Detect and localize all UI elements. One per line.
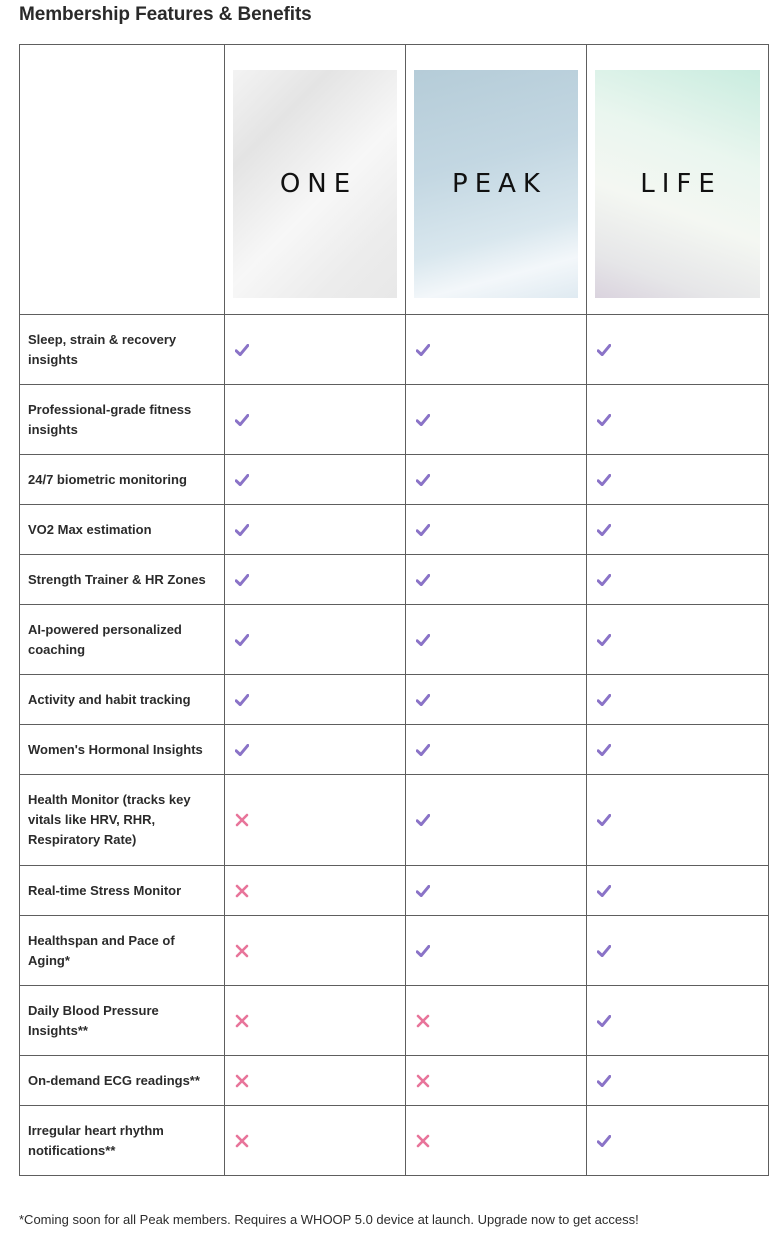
check-icon bbox=[235, 634, 405, 646]
feature-one-cell bbox=[225, 1106, 406, 1176]
feature-life-cell bbox=[587, 775, 769, 866]
check-icon bbox=[597, 414, 768, 426]
table-row bbox=[20, 725, 769, 775]
check-icon bbox=[416, 474, 586, 486]
check-icon bbox=[235, 414, 405, 426]
check-icon bbox=[597, 814, 768, 826]
feature-one-cell bbox=[225, 866, 406, 916]
table-row bbox=[20, 315, 769, 385]
feature-label: Strength Trainer & HR Zones bbox=[20, 555, 225, 605]
check-icon bbox=[416, 344, 586, 356]
feature-one-cell bbox=[225, 455, 406, 505]
check-icon bbox=[597, 574, 768, 586]
table-row bbox=[20, 916, 769, 986]
plan-name-one: ONE bbox=[279, 169, 358, 199]
feature-one-cell bbox=[225, 775, 406, 866]
table-row bbox=[20, 866, 769, 916]
feature-life-cell bbox=[587, 916, 769, 986]
feature-one-cell bbox=[225, 725, 406, 775]
feature-life-cell bbox=[587, 725, 769, 775]
feature-peak-cell bbox=[406, 385, 587, 455]
feature-label: 24/7 biometric monitoring bbox=[20, 455, 225, 505]
feature-label: Activity and habit tracking bbox=[20, 675, 225, 725]
feature-peak-cell bbox=[406, 775, 587, 866]
check-icon bbox=[416, 744, 586, 756]
feature-peak-cell bbox=[406, 555, 587, 605]
feature-label: Healthspan and Pace of Aging* bbox=[20, 916, 225, 986]
plan-header-life bbox=[587, 45, 769, 315]
feature-life-cell bbox=[587, 455, 769, 505]
feature-life-cell bbox=[587, 986, 769, 1056]
check-icon bbox=[597, 524, 768, 536]
feature-peak-cell bbox=[406, 916, 587, 986]
feature-peak-cell bbox=[406, 1056, 587, 1106]
page-title: Membership Features & Benefits bbox=[19, 4, 312, 25]
cross-icon bbox=[416, 1134, 586, 1148]
check-icon bbox=[597, 1015, 768, 1027]
feature-label: Health Monitor (tracks key vitals like HRV, RHR, Respiratory Rate) bbox=[20, 775, 225, 866]
feature-life-cell bbox=[587, 505, 769, 555]
feature-peak-cell bbox=[406, 986, 587, 1056]
check-icon bbox=[235, 694, 405, 706]
check-icon bbox=[597, 1075, 768, 1087]
check-icon bbox=[597, 744, 768, 756]
feature-label: Daily Blood Pressure Insights** bbox=[20, 986, 225, 1056]
empty-header-cell bbox=[20, 45, 225, 315]
feature-one-cell bbox=[225, 505, 406, 555]
check-icon bbox=[235, 744, 405, 756]
feature-peak-cell bbox=[406, 675, 587, 725]
membership-comparison-table bbox=[19, 44, 769, 1176]
table-row bbox=[20, 555, 769, 605]
feature-life-cell bbox=[587, 1106, 769, 1176]
check-icon bbox=[597, 634, 768, 646]
check-icon bbox=[416, 945, 586, 957]
table-row bbox=[20, 385, 769, 455]
feature-life-cell bbox=[587, 675, 769, 725]
table-row bbox=[20, 605, 769, 675]
cross-icon bbox=[416, 1014, 586, 1028]
feature-life-cell bbox=[587, 555, 769, 605]
plan-card-peak bbox=[414, 70, 578, 298]
cross-icon bbox=[235, 1134, 405, 1148]
check-icon bbox=[235, 574, 405, 586]
check-icon bbox=[235, 474, 405, 486]
feature-label: Women's Hormonal Insights bbox=[20, 725, 225, 775]
feature-one-cell bbox=[225, 555, 406, 605]
feature-peak-cell bbox=[406, 866, 587, 916]
feature-life-cell bbox=[587, 315, 769, 385]
check-icon bbox=[597, 474, 768, 486]
check-icon bbox=[597, 694, 768, 706]
feature-one-cell bbox=[225, 385, 406, 455]
plan-header-row bbox=[20, 45, 769, 315]
table-row bbox=[20, 986, 769, 1056]
feature-life-cell bbox=[587, 605, 769, 675]
cross-icon bbox=[235, 1014, 405, 1028]
footnote: *Coming soon for all Peak members. Requires a WHOOP 5.0 device at launch. Upgrade now to get access! bbox=[19, 1212, 639, 1227]
feature-label: Irregular heart rhythm notifications** bbox=[20, 1106, 225, 1176]
plan-card-one bbox=[233, 70, 397, 298]
cross-icon bbox=[416, 1074, 586, 1088]
check-icon bbox=[416, 885, 586, 897]
cross-icon bbox=[235, 813, 405, 827]
table-row bbox=[20, 1106, 769, 1176]
table-row bbox=[20, 775, 769, 866]
feature-label: Professional-grade fitness insights bbox=[20, 385, 225, 455]
table-row bbox=[20, 1056, 769, 1106]
plan-name-peak: PEAK bbox=[452, 169, 547, 199]
feature-one-cell bbox=[225, 986, 406, 1056]
plan-card-life bbox=[595, 70, 760, 298]
check-icon bbox=[416, 574, 586, 586]
cross-icon bbox=[235, 1074, 405, 1088]
feature-peak-cell bbox=[406, 1106, 587, 1176]
feature-one-cell bbox=[225, 675, 406, 725]
feature-label: AI-powered personalized coaching bbox=[20, 605, 225, 675]
feature-peak-cell bbox=[406, 725, 587, 775]
table-row bbox=[20, 505, 769, 555]
plan-header-one bbox=[225, 45, 406, 315]
table-row bbox=[20, 455, 769, 505]
check-icon bbox=[597, 885, 768, 897]
feature-label: Sleep, strain & recovery insights bbox=[20, 315, 225, 385]
feature-label: VO2 Max estimation bbox=[20, 505, 225, 555]
check-icon bbox=[416, 634, 586, 646]
feature-life-cell bbox=[587, 1056, 769, 1106]
feature-one-cell bbox=[225, 1056, 406, 1106]
check-icon bbox=[235, 344, 405, 356]
check-icon bbox=[416, 814, 586, 826]
check-icon bbox=[235, 524, 405, 536]
table-row bbox=[20, 675, 769, 725]
cross-icon bbox=[235, 884, 405, 898]
cross-icon bbox=[235, 944, 405, 958]
feature-one-cell bbox=[225, 916, 406, 986]
feature-life-cell bbox=[587, 866, 769, 916]
feature-peak-cell bbox=[406, 315, 587, 385]
feature-life-cell bbox=[587, 385, 769, 455]
check-icon bbox=[416, 694, 586, 706]
feature-one-cell bbox=[225, 605, 406, 675]
feature-one-cell bbox=[225, 315, 406, 385]
check-icon bbox=[416, 414, 586, 426]
plan-name-life: LIFE bbox=[640, 169, 722, 199]
plan-header-peak bbox=[406, 45, 587, 315]
feature-peak-cell bbox=[406, 505, 587, 555]
check-icon bbox=[416, 524, 586, 536]
feature-label: Real-time Stress Monitor bbox=[20, 866, 225, 916]
feature-peak-cell bbox=[406, 455, 587, 505]
check-icon bbox=[597, 1135, 768, 1147]
feature-peak-cell bbox=[406, 605, 587, 675]
check-icon bbox=[597, 945, 768, 957]
feature-label: On-demand ECG readings** bbox=[20, 1056, 225, 1106]
check-icon bbox=[597, 344, 768, 356]
